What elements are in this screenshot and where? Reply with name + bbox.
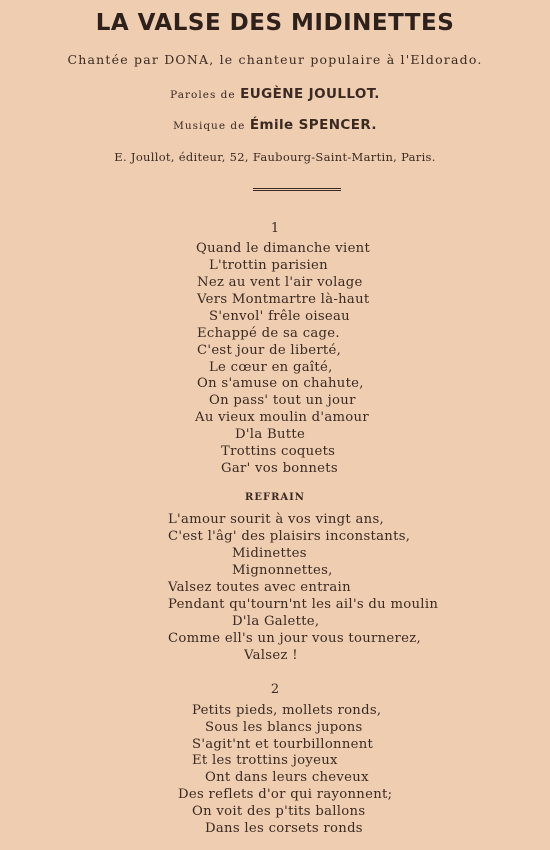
lyrics-prefix: Paroles de bbox=[170, 89, 236, 101]
music-credit bbox=[0, 117, 550, 133]
verse-line: Trottins coquets bbox=[221, 444, 336, 459]
verse-line: C'est jour de liberté, bbox=[197, 343, 342, 358]
refrain-line: Pendant qu'tourn'nt les ail's du moulin bbox=[168, 597, 439, 612]
music-author: Émile SPENCER. bbox=[249, 117, 377, 133]
verse-line: Dans les corsets ronds bbox=[205, 821, 363, 836]
refrain-line: Valsez ! bbox=[244, 648, 298, 663]
publisher-line: E. Joullot, éditeur, 52, Faubourg-Saint-Martin, Paris. bbox=[114, 150, 436, 164]
verse-line: Nez au vent l'air volage bbox=[197, 275, 363, 290]
verse-line: D'la Butte bbox=[235, 427, 306, 442]
music-prefix: Musique de bbox=[173, 120, 246, 132]
verse-line: Gar' vos bonnets bbox=[221, 461, 338, 476]
refrain-line: Comme ell's un jour vous tournerez, bbox=[168, 631, 421, 646]
verse-line: Et les trottins joyeux bbox=[192, 753, 338, 768]
refrain-line: C'est l'âg' des plaisirs inconstants, bbox=[168, 529, 411, 544]
refrain-line: L'amour sourit à vos vingt ans, bbox=[168, 512, 385, 527]
lyrics-credit bbox=[0, 86, 550, 102]
verse-line: On voit des p'tits ballons bbox=[192, 804, 366, 819]
verse-number-2: 2 bbox=[270, 682, 280, 697]
verse-line: Au vieux moulin d'amour bbox=[195, 410, 369, 425]
verse-line: Quand le dimanche vient bbox=[196, 241, 371, 256]
verse-line: L'trottin parisien bbox=[209, 258, 328, 273]
verse-line: Vers Montmartre là-haut bbox=[197, 292, 370, 307]
verse-line: S'envol' frêle oiseau bbox=[209, 309, 350, 324]
refrain-line: D'la Galette, bbox=[232, 614, 320, 629]
verse-line: On pass' tout un jour bbox=[209, 393, 356, 408]
section-divider bbox=[253, 188, 341, 191]
lyrics-author: EUGÈNE JOULLOT. bbox=[240, 86, 380, 102]
song-title: LA VALSE DES MIDINETTES bbox=[95, 10, 455, 36]
verse-line: Sous les blancs jupons bbox=[205, 720, 363, 735]
verse-number-1: 1 bbox=[270, 221, 280, 236]
verse-line: Ont dans leurs cheveux bbox=[205, 770, 369, 785]
refrain-line: Midinettes bbox=[232, 546, 307, 561]
refrain-line: Valsez toutes avec entrain bbox=[168, 580, 351, 595]
verse-line: Le cœur en gaîté, bbox=[209, 360, 333, 375]
performer-line: Chantée par DONA, le chanteur populaire à l'Eldorado. bbox=[67, 52, 483, 67]
verse-line: Echappé de sa cage. bbox=[197, 326, 340, 341]
verse-line: On s'amuse on chahute, bbox=[197, 376, 364, 391]
verse-line: Des reflets d'or qui rayonnent; bbox=[178, 787, 393, 802]
verse-line: S'agit'nt et tourbillonnent bbox=[192, 737, 374, 752]
refrain-line: Mignonnettes, bbox=[232, 563, 333, 578]
refrain-heading: REFRAIN bbox=[245, 492, 305, 503]
verse-line: Petits pieds, mollets ronds, bbox=[192, 703, 382, 718]
